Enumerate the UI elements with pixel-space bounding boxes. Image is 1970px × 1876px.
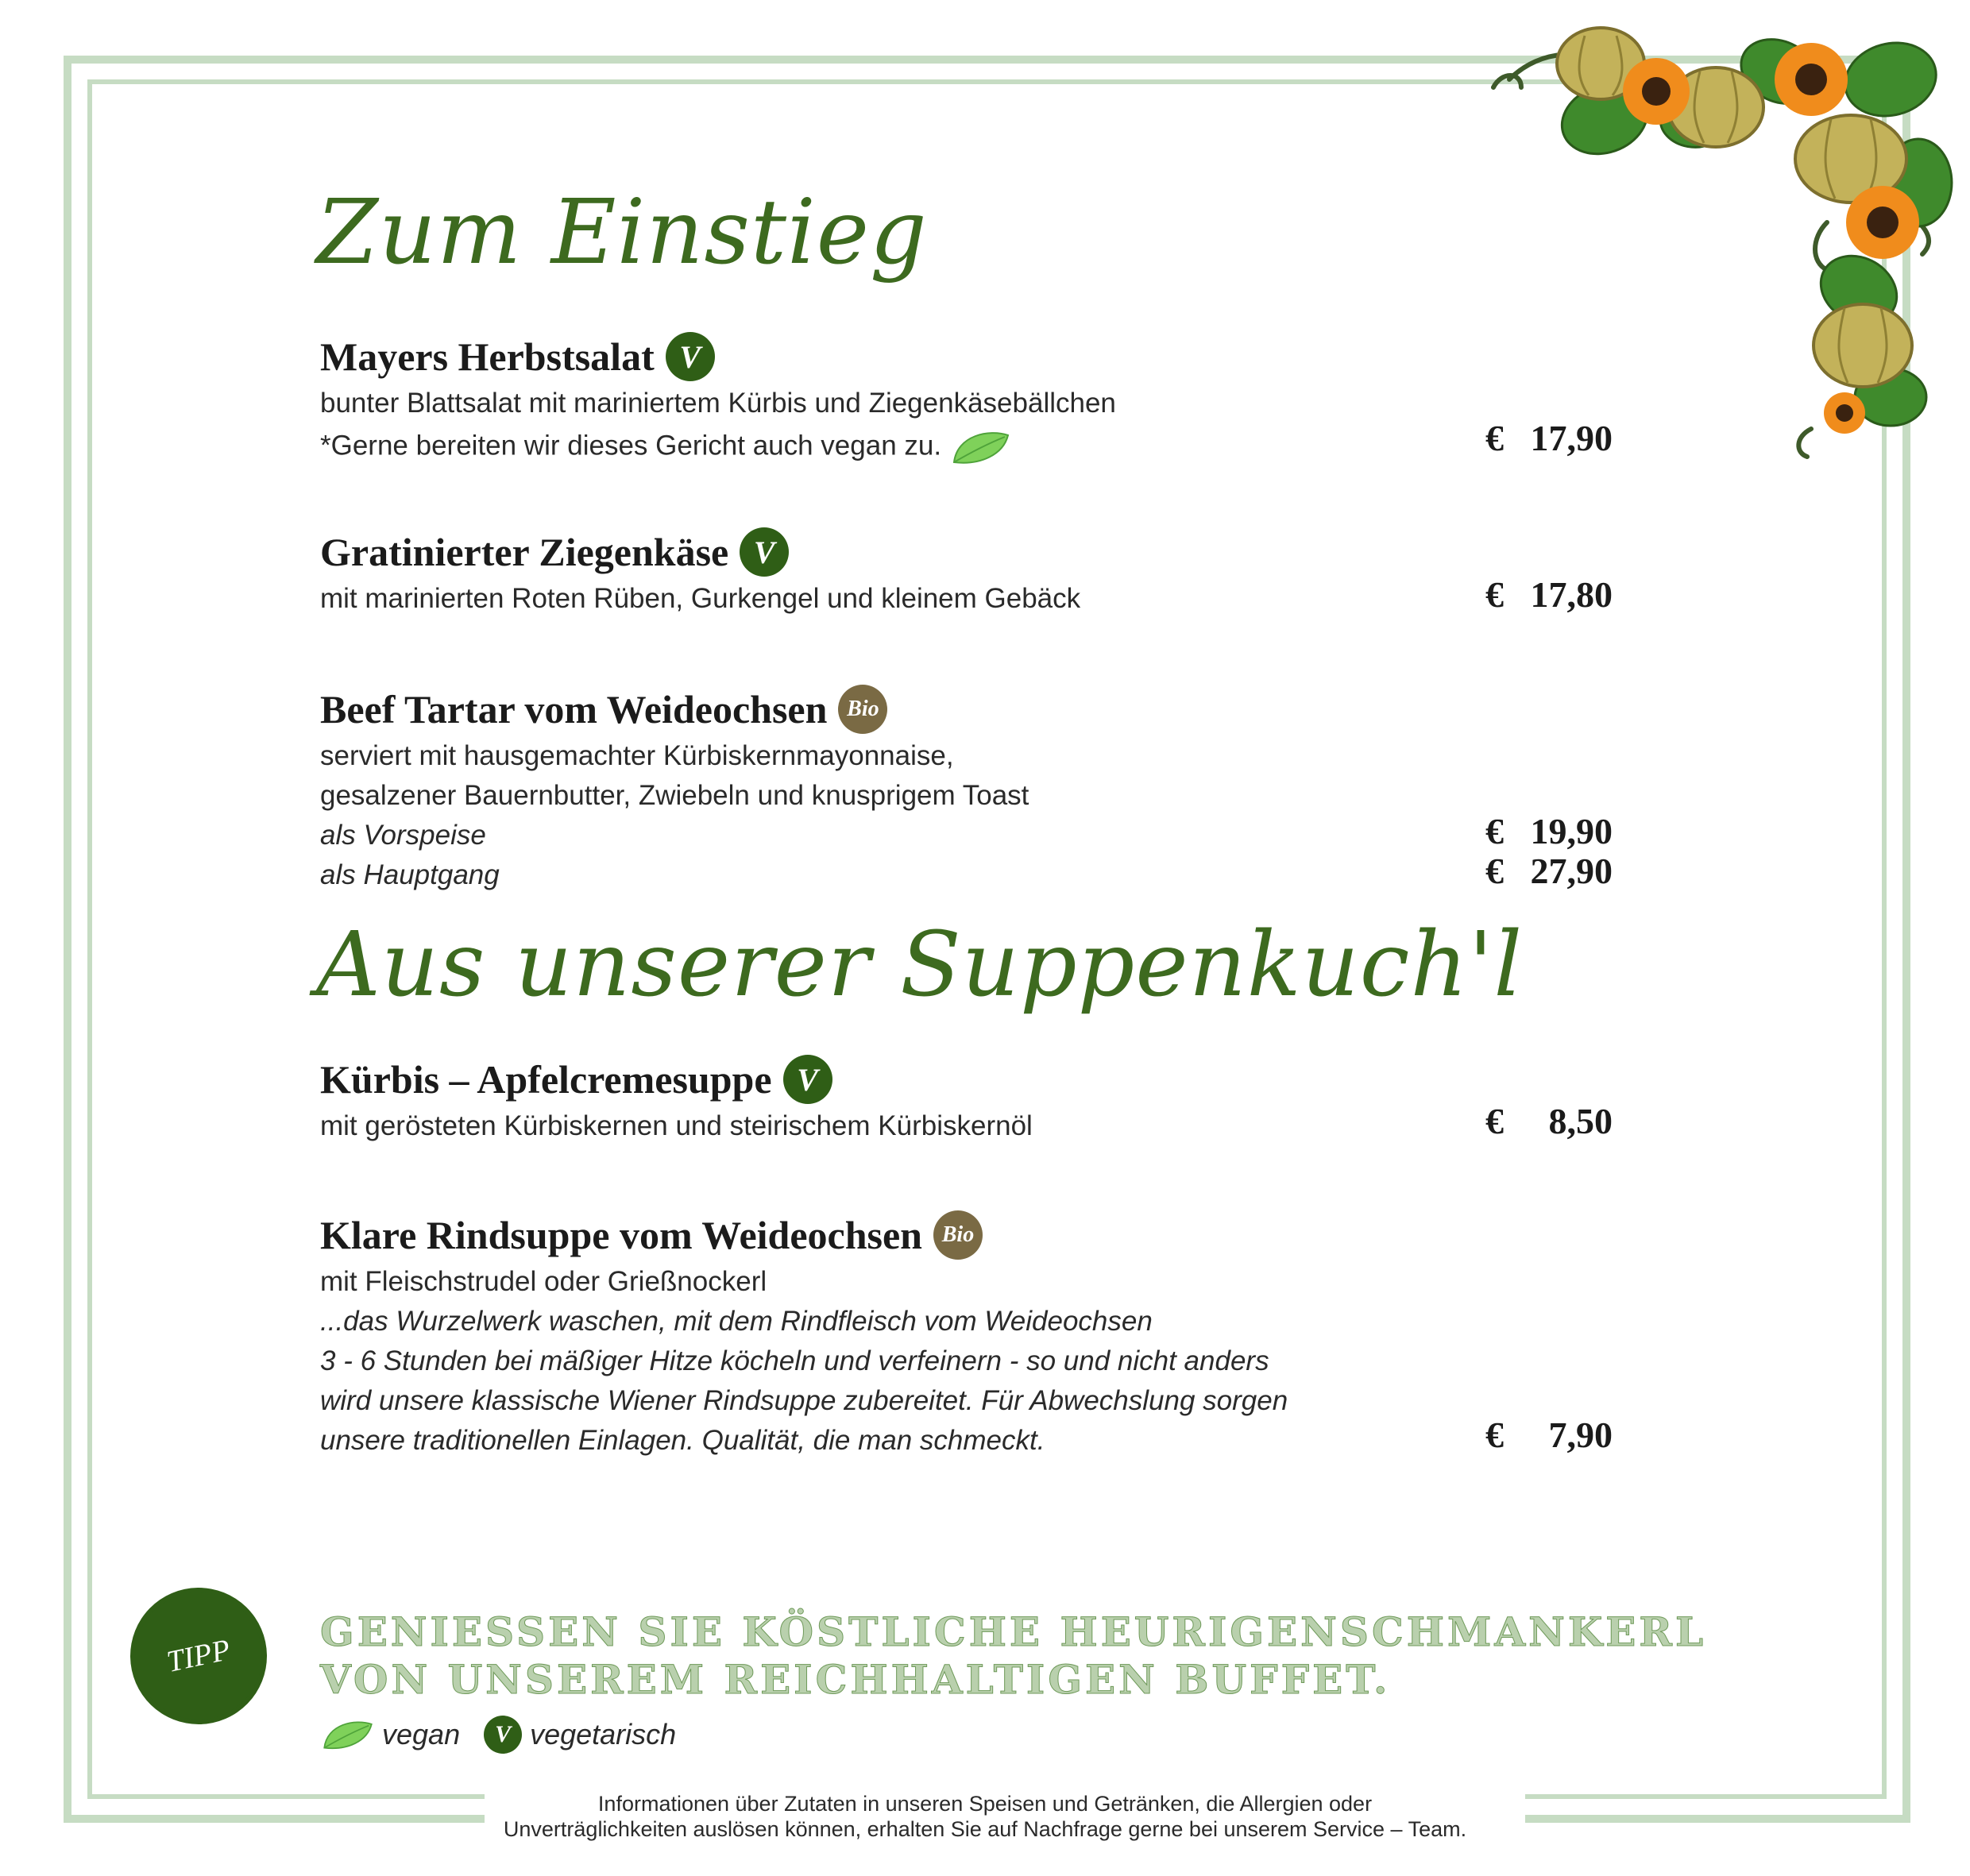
badge-legend: [320, 1716, 676, 1754]
dish-story-line: wird unsere klassische Wiener Rindsuppe zubereitet. Für Abwechslung sorgen: [320, 1385, 1288, 1416]
dish-description: mit gerösteten Kürbiskernen und steirischem Kürbiskernöl: [320, 1110, 1033, 1141]
currency-symbol: €: [1485, 851, 1504, 891]
dish-story-line: 3 - 6 Stunden bei mäßiger Hitze köcheln und verfeinern - so und nicht anders: [320, 1345, 1269, 1376]
price-value: 8,50: [1548, 1101, 1613, 1141]
allergen-footer: [477, 1791, 1493, 1842]
bio-badge-icon: Bio: [838, 685, 887, 734]
footer-line: Informationen über Zutaten in unseren Speisen und Getränken, die Allergien oder: [597, 1792, 1373, 1816]
section-title-einstieg: Zum Einstieg: [316, 181, 928, 284]
tipp-text-line: GENIESSEN SIE KÖSTLICHE HEURIGENSCHMANKERL: [320, 1608, 1707, 1655]
currency-symbol: €: [1485, 811, 1504, 851]
dish-option-label: als Vorspeise: [320, 820, 486, 851]
dish-price: [1485, 573, 1613, 616]
currency-symbol: €: [1485, 1101, 1504, 1141]
section-title-suppenkuchl: Aus unserer Suppenkuch'l: [316, 913, 1524, 1017]
vegan-leaf-icon: [320, 1716, 376, 1754]
dish-name-beef-tartar: [320, 685, 887, 734]
footer-line: Unverträglichkeiten auslösen können, erhalten Sie auf Nachfrage gerne bei unserem Service – Team.: [503, 1817, 1467, 1841]
dish-price: [1485, 417, 1613, 459]
price-value: 19,90: [1530, 811, 1613, 851]
dish-description: bunter Blattsalat mit mariniertem Kürbis und Ziegenkäsebällchen: [320, 388, 1116, 419]
dish-name-text: Kürbis – Apfelcremesuppe: [320, 1057, 772, 1102]
pumpkin-sunflower-garland-icon: [1478, 16, 1962, 461]
dish-name-ziegenkaese: [320, 527, 789, 577]
dish-name-text: Mayers Herbstsalat: [320, 334, 655, 379]
tipp-badge: TIPP: [123, 1581, 274, 1731]
dish-option-price: [1485, 810, 1613, 852]
dish-description: mit Fleischstrudel oder Grießnockerl: [320, 1266, 767, 1297]
currency-symbol: €: [1485, 574, 1504, 615]
dish-price: [1485, 1100, 1613, 1142]
dish-name-herbstsalat: [320, 332, 715, 381]
dish-option-label: als Hauptgang: [320, 859, 500, 890]
price-value: 7,90: [1548, 1415, 1613, 1455]
dish-option-price: [1485, 850, 1613, 892]
dish-name-text: Gratinierter Ziegenkäse: [320, 530, 729, 574]
vegetarian-badge-icon: V: [484, 1716, 522, 1754]
dish-name-text: Klare Rindsuppe vom Weideochsen: [320, 1213, 922, 1257]
vegetarian-badge-icon: V: [783, 1055, 832, 1104]
price-value: 27,90: [1530, 851, 1613, 891]
dish-description: gesalzener Bauernbutter, Zwiebeln und knusprigem Toast: [320, 780, 1029, 811]
price-value: 17,80: [1530, 574, 1613, 615]
dish-vegan-note: [320, 427, 1013, 467]
bio-badge-icon: Bio: [933, 1210, 983, 1260]
dish-story-line: unsere traditionellen Einlagen. Qualität, die man schmeckt.: [320, 1425, 1045, 1456]
currency-symbol: €: [1485, 418, 1504, 458]
price-value: 17,90: [1530, 418, 1613, 458]
dish-name-kuerbis-suppe: [320, 1055, 832, 1104]
dish-name-text: Beef Tartar vom Weideochsen: [320, 687, 828, 731]
currency-symbol: €: [1485, 1415, 1504, 1455]
dish-story-line: ...das Wurzelwerk waschen, mit dem Rindfleisch vom Weideochsen: [320, 1306, 1153, 1337]
legend-vegetarian-label: vegetarisch: [530, 1718, 677, 1751]
dish-description: mit marinierten Roten Rüben, Gurkengel und kleinem Gebäck: [320, 583, 1081, 614]
legend-vegan-label: vegan: [382, 1718, 461, 1751]
dish-description: serviert mit hausgemachter Kürbiskernmayonnaise,: [320, 740, 954, 771]
vegetarian-badge-icon: V: [666, 332, 715, 381]
tipp-text-line: VON UNSEREM REICHHALTIGEN BUFFET.: [320, 1656, 1391, 1703]
vegetarian-badge-icon: V: [740, 527, 789, 577]
dish-vegan-note-text: *Gerne bereiten wir dieses Gericht auch vegan zu.: [320, 430, 942, 461]
dish-name-rindsuppe: [320, 1210, 983, 1260]
dish-price: [1485, 1414, 1613, 1456]
vegan-leaf-icon: [949, 427, 1013, 467]
